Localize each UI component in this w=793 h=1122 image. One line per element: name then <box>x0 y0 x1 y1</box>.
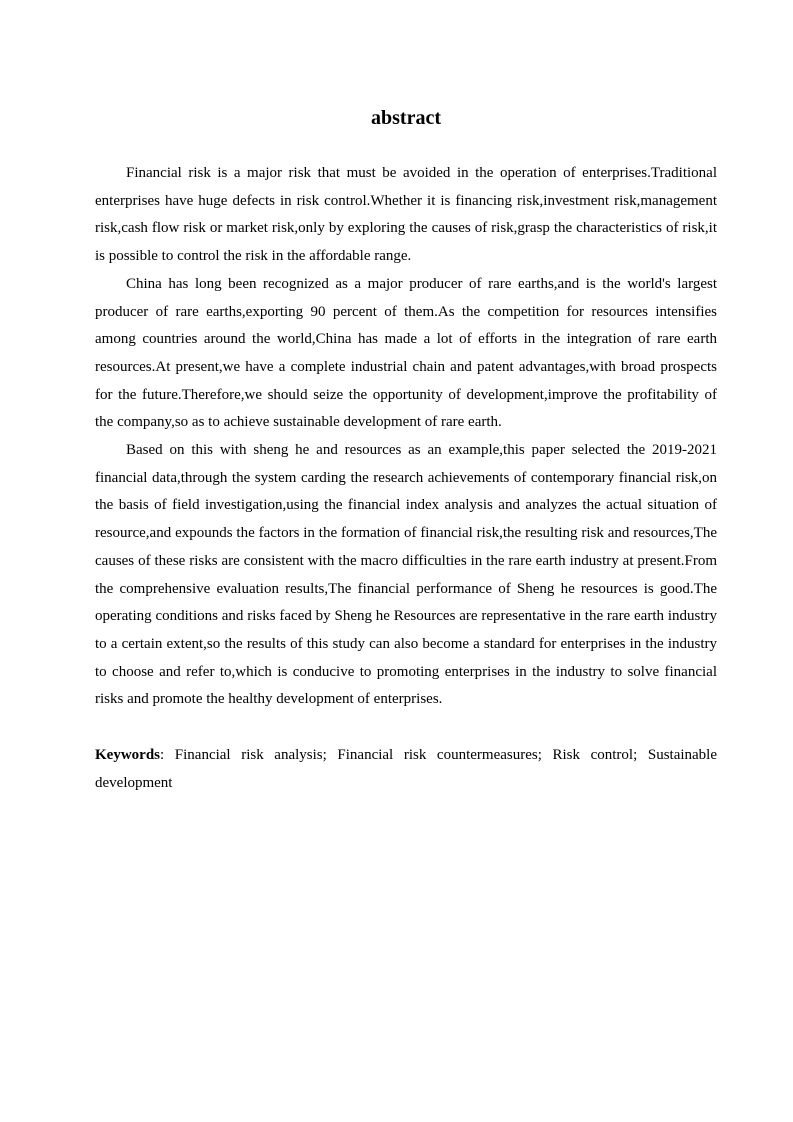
abstract-paragraph-2: China has long been recognized as a major producer of rare earths,and is the world's largest producer of rare earths,exporting 90 percent of them.As the competition for resources intensifies among countries around the world,China has made a lot of efforts in the integration of rare earth resources.At present,we have a complete industrial chain and patent advantages,with broad prospects for the future.Therefore,we should seize the opportunity of development,improve the profitability of the company,so as to achieve sustainable development of rare earth. <box>95 275 717 431</box>
keywords-line <box>95 742 717 797</box>
keywords-label: Keywords <box>95 747 160 764</box>
abstract-body <box>95 160 717 714</box>
keywords-text: Financial risk analysis; Financial risk countermeasures; Risk control; Sustainable development <box>95 747 718 791</box>
page <box>95 0 717 797</box>
abstract-paragraph-3: Based on this with sheng he and resources as an example,this paper selected the 2019-2021 financial data,through the system carding the research achievements of contemporary financial risk,on the basis of field investigation,using the financial index analysis and analyzes the actual situation of resource,and expounds the factors in the formation of financial risk,the resulting risk and resources,The causes of these risks are consistent with the macro difficulties in the rare earth industry at present.From the comprehensive evaluation results,The financial performance of Sheng he resources is good.The operating conditions and risks faced by Sheng he Resources are representative in the rare earth industry to a certain extent,so the results of this study can also become a standard for enterprises in the industry to choose and refer to,which is conducive to promoting enterprises in the industry to solve financial risks and promote the healthy development of enterprises. <box>95 442 717 708</box>
abstract-paragraph-1: Financial risk is a major risk that must be avoided in the operation of enterprises.Traditional enterprises have huge defects in risk control.Whether it is financing risk,investment risk,management risk,cash flow risk or market risk,only by exploring the causes of risk,grasp the characteristics of risk,it is possible to control the risk in the affordable range. <box>95 165 717 265</box>
abstract-title: abstract <box>371 107 441 129</box>
keywords-separator: : <box>160 747 175 764</box>
